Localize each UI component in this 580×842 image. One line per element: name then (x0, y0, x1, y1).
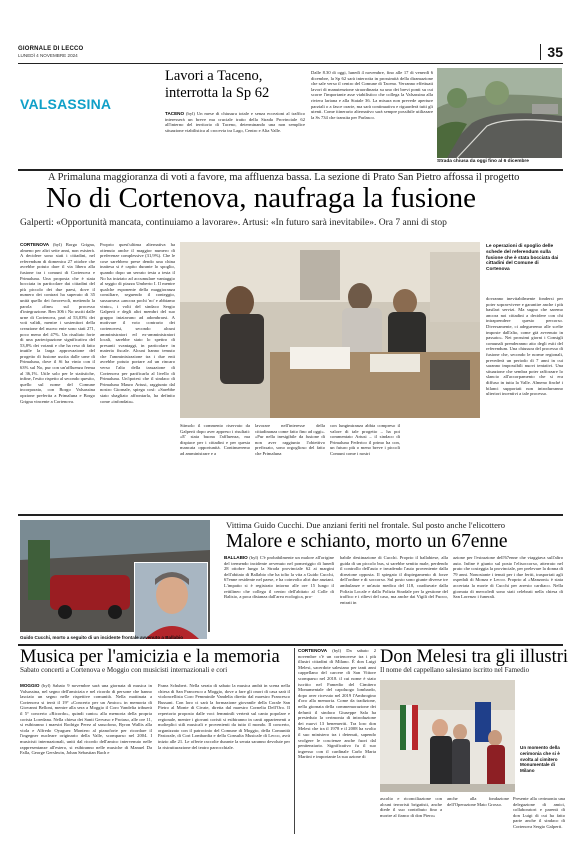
story-fusione-col6: dovranno inevitabilmente fondersi per poter sopravvivere e garantire anche i più basilari servizi. Ma sugno che saremo ancora noi cittadini a decidere con chi intraprendere questo percorso. Diversamente, ci adegueremo alle scelte imposte dall'alto, come già avvenuto in passato». Nei prossimi giorni i Consigli comunali prenderanno atto degli esiti del referendum. Una chiusura del processo di fusione che, secondo le norme regionali, prevederà un periodo di 7 anni in cui saranno impossibili nuovi tentativi. Una situazione che sembra poter rafforzare lo slancio all'accorpamento che si era diffuso in tutta la Valle. Almeno finché i bilanci supportati non introdurranno ulteriori incentivi a tale processo. (486, 296, 563, 397)
story-melesi-col2: ascolto e riconciliazione con alcuni terroristi brigatisti, anche diede il suo contributo fino a morire al fianco di don Piero» (380, 796, 442, 818)
story-musica-col2: Franz Schubert. Nella serata di sabato la musica andrà in scena nella chiesa di San Francesco a Moggio, dove a fare gli onori di casa sarà il violoncellista Coro Femminile Vandelia diretto dal maestro Francesco Bussani. Con loro ci sarà la formazione giovanile della Corale San Pietro al Monte di Civate, diretta dal maestro Cornelia Dell'Oro. Il repertorio proposto dalle voci femminili verterà sul canto popolare e regionale, mentre i giovani coristi si esibiranno in canti appartenenti a molteplici stili musicali e provenienti da tutto il mondo. Il concerto, organizzato con il patrocinio del Comune di Moggio, della Comunità Pastorale, di Cori Lombardia e della Consulta Musicale di Lecco, avrà inizio alle 21. Le offerte raccolte durante la serata saranno devolute per la ristrutturazione del teatro parrocchiale. (158, 683, 290, 750)
photo-spoglio-caption: Le operazioni di spoglio delle schede del referendum sulla fusione che è stata bocciata dai cittadini del Comune di Cortenova (486, 244, 559, 273)
story-musica-headline: Musica per l'amicizia e la memoria (20, 647, 280, 667)
story-fusione-col3: Stimolo il commento riservato da Galperti dopo aver appreso i risultati: «E' stata buona l'affluenza, ma dispiace per i cittadini e per questa mancata opportunità. Continueremo ad amministrare e a (180, 423, 250, 456)
story-musica-col1: MOGGIO (byl) Sabato 9 novembre sarà una giornata di musica in Valsassina, nel segno dell'amicizia e nel ricordo di persone che hanno lasciato un segno nelle rispettive comunità. Nella mattinata a Cortenova si terrà il 19° «Concerto per un Amico» in memoria di Giovanni Belloni, mentre alla sera a Moggio il Coro Vandelia tribuerà il 5° concerto «Ricordo», quindi canto» alla memoria della propria corista Loredana. Nella chiesa dei Santi Gervaso e Protaso, alle ore 11, si esibiranno i maestri Rodrigo Perez al sassofono, Byron Wallis alla viola e Alfredo Oyaguez Montero al pianoforte per ricordare il l'ingegner nucleare originario della Valle, scomparso nel 2004. I musicisti internazionali, uniti dal ricordo dell'amico intervenuto nelle rappresentanze all'estero, si esibiranno nelle musiche di Manuel Da Falla, George Gershwin, Johan Sebastian Bach e (20, 683, 152, 756)
story-fusione-col1: CORTENOVA (byl) Borgo Grigna, almeno per altri sette anni, non esisterà. A decidere sono stati i cittadini, nel referendum di domenica 27 ottobre che avrebbe potuto dare il via libera alla fusione tra i comuni di Cortenova e Primaluna. Una proposta che è stata bocciata in particolare dai cittadini del più piccolo dei due paesi, dove il numero dei contrari ha superato di 35 unità quello dei favorevoli, mettendo la parola «fine» sul processo d'integrazione. Ben 306 i No usciti dalle urne di Cortenova, pari al 53,03% dei voti validi, mentre i sostenitori della creazione del nuovo ente sono stati 271, poco meno del 47%. Un risultato forte di una partecipazione significativa del 53,8% dei votanti e che ha reso di fatto inutile la larga approvazione del progetto di fusione uscita dalle urne di Primaluna, dove il Sì ha vinto con il 63% sul No, pur con un'affluenza ferma al 36,1%. Utile solo per le statistiche, infine, l'esito rispetto al secondo quesito, quello sul nome del Comune incorporato, con Borgo Valsassina opzione preferita a Primaluna e Borgo Grigna vincente a Cortenova. (20, 242, 95, 404)
story-fusione-col5: con lungimiranza abbia compreso il valore di tale progetto – ha poi commentato Artusi – il sindaco di Primaluna Federico il primo ha con, un futuro più o meno breve i piccoli Comuni come i nostri (330, 423, 400, 456)
story-fusione-kicker: A Primaluna maggioranza di voti a favore, ma affluenza bassa. La sezione di Prato San Pietro affossa il progetto (48, 172, 520, 183)
photo-cerimonia (380, 680, 515, 792)
photo-incidente-caption: Guido Cucchi, morto a seguito di un incidente frontale avvenuto a Ballabio (20, 635, 184, 640)
photo-cerimonia-caption: Un momento della cerimonia che si è svolta al cimitero Monumentale di Milano (520, 745, 560, 774)
photo-road (437, 68, 562, 158)
story-melesi-subhead: Il nome del cappellano salesiano iscritto nel Famedio (380, 666, 530, 674)
story-musica-subhead: Sabato concerti a Cortenova e Moggio con musicisti internazionali e cori (20, 666, 228, 674)
story-title: Lavori a Taceno, interrotta la Sp 62 (165, 68, 270, 101)
story-malore-col1: BALLABIO (byl) C'è probabilmente un malore all'origine del tremendo incidente avvenuto nel pomeriggio di lunedì 28 ottobre lungo la Strada provinciale 62 ai margini dell'abitato di Ballabio che ha tolto la vita a Guido Cucchi, 67enne residente nel paese, e ha coinvolto altri due anziani. L'impatto si è registrato intorno alle ore 15 lungo il rettilineo che collega il centro dell'abitato al Colle di Balisio, a poca distanza dall'area ecologica, pro- (224, 555, 334, 600)
story-fusione-headline: No di Cortenova, naufraga la fusione (46, 182, 477, 214)
photo-cucchi (134, 562, 208, 640)
story-taceno-col2: Dalle 8.30 di oggi, lunedì 4 novembre, fino alle 17 di venerdì 6 dicembre, la Sp 62 sarà interrotta in prossimità della diramazione che sale verso il centro del Comune di Taceno. Verranno effettuati lavori di manutenzione straordinaria su uno dei brevi ponti su cui scorre l'importante asse viabilistico che collega la Valsassina alla riviera lariana e alla Statale 36. La misura non prevede aperture parziali o a fasce orarie, ma sarà continuativa e riguarderà tutti gli utenti. Come itinerario alternativo sarà sempre possibile utilizzare la Ss 734 che transita per Parlasco. (311, 70, 433, 120)
story-malore-col2: babile destinazione di Cucchi. Proprio il ballabiese, alla guida di un piccolo bus, si sarebbe sentito male, perdendo il controllo dell'auto e invadendo l'auto proveniente dalla direzione opposta. Il spiegato il dispiegamento di forze dell'ordine e di soccorso. Sul posto sono giunte diverse tre ambulanze e un'auto medica del 118, coadiuvate dalla Polizia Locale e dalla Polizia Stradale per la gestione del traffico e i rilievi del caso, ma anche dai Vigili del Fuoco, entrati in (340, 555, 448, 605)
story-fusione-col4: lavorare nell'interesse della cittadinanza come fatto fino ad oggi». «Pur nella inesigibile da fusione di non aver raggiunto l'obiettivo prefissato, sono orgoglioso del fatto che Primaluna (255, 423, 325, 456)
story-melesi-col4: Presente alla cerimonia una delegazione di amici, collaboratori e parenti di don Luigi di cui ha fatto parte anche il sindaco di Cortenova Sergio Galperti. (513, 796, 565, 829)
story-fusione-col2: Proprio quest'ultima alternativa ha ottenuto anche il maggior numero di preferenze complessive (31,9%). Che le cose sarebbero prese dendo una china inattesa si è capito durante lo spoglio, quando dopo un serrato testa a testa il No ha iniziato ad accumulare vantaggio al seggio di piazza Umberto I. Il mentre qualche esponente della maggioranza consiliare, seguendo il conteggio, sussurrava «ancora pochi 'no' e abbiamo vinto», i volti del sindaco Sergio Galperti e degli altri membri del suo gruppo iniziavano ad adombrarsi. A motivare il voto contrario dei cortenovesi, secondo alcuni amministratori ed ex-amministratori locali, sarebbe stato lo spettro di presunti svantaggi, in particolare in materia fiscale. Alcuni hanno temuto che l'amministrazione tra i due enti avrebbe potuto portare ad un rincaro verso l'alto della tassazione di Cortenova per parificarla al livello di Primaluna. Un'ipotesi che il sindaco di Primaluna Mauro Artusi, raggiunto dal nostro Giornale, spiega così: «Sarebbe stato sbagliato affrontarla, ha definito come «infondata». (100, 242, 175, 404)
photo-road-caption: Strada chiusa da oggi fino al 6 dicembre (437, 159, 529, 164)
photo-spoglio (180, 242, 480, 418)
section-label: VALSASSINA (20, 96, 112, 112)
masthead (18, 44, 563, 64)
issue-date: LUNEDÌ 4 NOVEMBRE 2024 (18, 53, 78, 58)
story-melesi-col3: anche alla fondazione dell'Operazione Mato Grosso. (447, 796, 509, 807)
story-malore-kicker: Vittima Guido Cucchi. Due anziani feriti nel frontale. Sul posto anche l'elicottero (226, 520, 506, 530)
story-malore-headline: Malore e schianto, morto un 67enne (226, 531, 508, 552)
page-number: 35 (547, 44, 563, 60)
story-malore-col3: azione per l'estrazione dell'67enne che viaggiava sull'altro auto. Infine è giunto sul posto l'elisoccorso, atterrato nel prato che costeggia la provinciale, per prelevare la donna di 79 anni. Nonostante i tenuti per i due feriti, trasportati agli ospedali di Monza e Lecco. Proprio al «Manzoni» è stata accertata la morte di Cucchi per arresto cardiaco. Nella giornata di mercoledì sono stati celebrati nella chiesa di San Lorenzo i funerali. (453, 555, 563, 600)
story-taceno-col1: TACENO (byl) Un mese di chiusura totale e senza eccezioni al traffico interesserà un breve ma cruciale tratto della Strada Provinciale 62 all'interno del territorio di Taceno, determinando una non semplice situazione viabilistica al crocevia tra Lago, Centro e Alta Valle. (165, 111, 305, 133)
story-melesi-headline: Don Melesi tra gli illustri (380, 647, 569, 667)
story-fusione-subhead: Galperti: «Opportunità mancata, continuiamo a lavorare». Artusi: «In futuro sarà inevitabile». Ora 7 anni di stop (20, 218, 447, 228)
paper-name: GIORNALE DI LECCO (18, 46, 84, 52)
story-melesi-col1: CORTENOVA (byl) Da sabato 2 novembre c'è un cortenovese tra i più illustri cittadini di Milano. È don Luigi Melesi, sacerdote salesiano per tanti anni cappellano del carcere di San Vittore scomparso nel 2018. il cui nome è stato iscritto nel Famedio del Cimitero Monumentale del capoluogo lombardo, dopo aver ricevuto nel 2019 l'Ambrogino d'oro alla memoria. Come da tradizione, nella giornata della commemorazione dei defunti il sindaco Giuseppe Sala ha presieduto la cerimonia di introduzione dei nuovi 13 benemeriti. Tra loro don Melesi che tra il 1978 e il 2008 ha svolto il suo ministero tra i detenuti, sapendo svolgere le coscienze anche fuori dal penitenziario. Significativo fu il suo ingresso con il cardinale Carlo Maria Martini e importante la sua azione di (298, 648, 376, 760)
